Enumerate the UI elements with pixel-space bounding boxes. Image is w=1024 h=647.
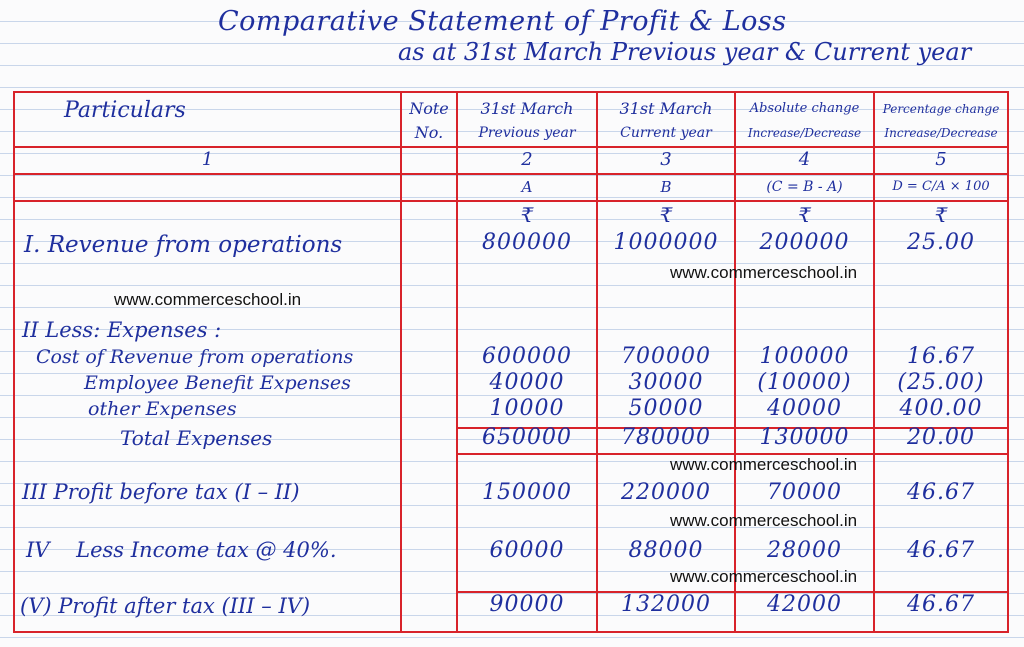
other-prev: 10000 bbox=[489, 396, 565, 421]
employee-label: Employee Benefit Expenses bbox=[84, 372, 351, 394]
formula-c: (C = B - A) bbox=[766, 179, 843, 195]
index-col-4: 4 bbox=[798, 149, 811, 170]
formula-row-divider bbox=[13, 200, 1009, 202]
statement-subtitle: as at 31st March Previous year & Current year bbox=[398, 38, 972, 66]
currency-curr: ₹ bbox=[659, 203, 673, 227]
cost-revenue-prev: 600000 bbox=[482, 344, 572, 369]
total-pct: 20.00 bbox=[907, 425, 975, 450]
total-prev: 650000 bbox=[482, 425, 572, 450]
header-curr-line2: Current year bbox=[620, 125, 712, 141]
other-curr: 50000 bbox=[628, 396, 704, 421]
header-curr-line1: 31st March bbox=[619, 99, 713, 118]
employee-pct: (25.00) bbox=[897, 370, 985, 395]
table-right-border bbox=[1007, 91, 1009, 633]
cost-revenue-pct: 16.67 bbox=[907, 344, 975, 369]
revenue-abs: 200000 bbox=[759, 230, 850, 255]
header-pct-line2: Increase/Decrease bbox=[884, 126, 998, 140]
header-prev-line1: 31st March bbox=[480, 99, 574, 118]
total-label: Total Expenses bbox=[120, 426, 273, 450]
pbt-prev: 150000 bbox=[482, 480, 572, 505]
table-bottom-border bbox=[13, 631, 1009, 633]
currency-abs: ₹ bbox=[798, 203, 811, 227]
pat-abs: 42000 bbox=[767, 592, 842, 617]
formula-d: D = C/A × 100 bbox=[892, 179, 990, 194]
tax-abs: 28000 bbox=[767, 538, 842, 563]
watermark-3: www.commerceschool.in bbox=[670, 455, 858, 474]
index-col-1: 1 bbox=[201, 149, 214, 170]
pbt-pct: 46.67 bbox=[907, 480, 975, 505]
statement-title: Comparative Statement of Profit & Loss bbox=[218, 6, 787, 37]
cost-revenue-curr: 700000 bbox=[621, 344, 711, 369]
less-expenses-label: II Less: Expenses : bbox=[22, 318, 222, 342]
watermark-5: www.commerceschool.in bbox=[670, 567, 858, 586]
index-col-5: 5 bbox=[935, 149, 947, 170]
employee-abs: (10000) bbox=[757, 370, 852, 395]
employee-prev: 40000 bbox=[489, 370, 565, 395]
revenue-curr: 1000000 bbox=[613, 230, 719, 255]
total-curr: 780000 bbox=[621, 425, 711, 450]
cost-revenue-label: Cost of Revenue from operations bbox=[36, 346, 354, 368]
currency-pct: ₹ bbox=[934, 203, 948, 227]
pbt-abs: 70000 bbox=[767, 480, 842, 505]
header-prev-line2: Previous year bbox=[478, 125, 576, 141]
header-abs-line1: Absolute change bbox=[749, 101, 860, 116]
pat-curr: 132000 bbox=[621, 592, 711, 617]
formula-a: A bbox=[521, 178, 533, 196]
pat-pct: 46.67 bbox=[907, 592, 975, 617]
formula-b: B bbox=[660, 178, 672, 196]
cost-revenue-abs: 100000 bbox=[759, 344, 850, 369]
watermark-4: www.commerceschool.in bbox=[670, 511, 858, 530]
header-particulars: Particulars bbox=[64, 98, 186, 123]
pat-label: (V) Profit after tax (III – IV) bbox=[20, 594, 311, 618]
table-left-border bbox=[13, 91, 15, 633]
watermark-2: www.commerceschool.in bbox=[114, 290, 302, 309]
table-top-border bbox=[13, 91, 1009, 93]
pbt-curr: 220000 bbox=[621, 480, 711, 505]
other-abs: 40000 bbox=[767, 396, 842, 421]
watermark-1: www.commerceschool.in bbox=[670, 263, 858, 282]
header-pct-line1: Percentage change bbox=[882, 102, 1000, 116]
currency-prev: ₹ bbox=[520, 203, 534, 227]
header-note-line2: No. bbox=[414, 123, 444, 142]
index-col-2: 2 bbox=[521, 149, 533, 170]
revenue-prev: 800000 bbox=[482, 230, 572, 255]
pbt-label: III Profit before tax (I – II) bbox=[22, 480, 300, 504]
header-note-line1: Note bbox=[409, 99, 449, 118]
tax-curr: 88000 bbox=[628, 538, 704, 563]
tax-prev: 60000 bbox=[489, 538, 565, 563]
index-col-3: 3 bbox=[660, 149, 672, 170]
revenue-pct: 25.00 bbox=[907, 230, 975, 255]
header-abs-line2: Increase/Decrease bbox=[747, 126, 862, 140]
header-divider bbox=[13, 146, 1009, 148]
revenue-label: I. Revenue from operations bbox=[24, 232, 343, 258]
total-abs: 130000 bbox=[759, 425, 850, 450]
index-row-divider bbox=[13, 173, 1009, 175]
pat-prev: 90000 bbox=[489, 592, 565, 617]
other-pct: 400.00 bbox=[899, 396, 983, 421]
col-divider-note bbox=[400, 91, 402, 633]
tax-label: IV Less Income tax @ 40%. bbox=[26, 538, 337, 562]
other-label: other Expenses bbox=[88, 398, 237, 420]
tax-pct: 46.67 bbox=[907, 538, 975, 563]
employee-curr: 30000 bbox=[628, 370, 704, 395]
